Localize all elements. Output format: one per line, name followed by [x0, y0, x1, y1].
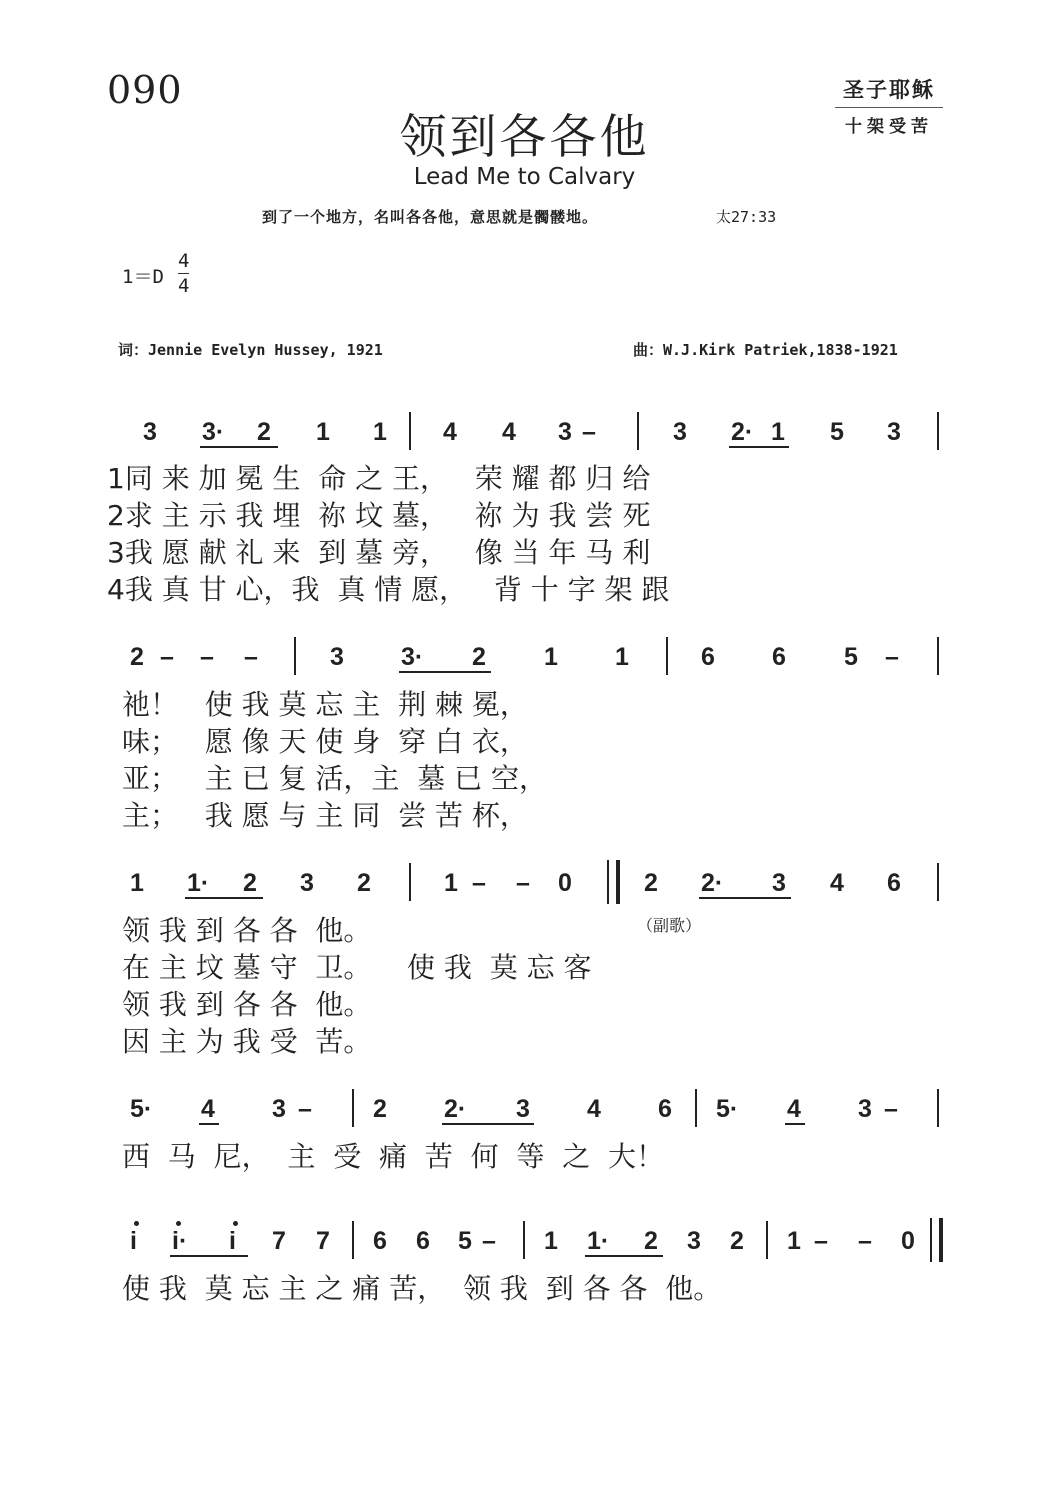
note: 2: [243, 869, 257, 897]
note: 4: [830, 869, 844, 897]
note: 2: [373, 1095, 387, 1123]
underline: [170, 1255, 248, 1257]
note: 2: [257, 418, 271, 446]
lyric-line: 领 我 到 各 各 他。: [122, 988, 372, 1021]
page-title: 领到各各他: [399, 110, 650, 165]
barline: [294, 637, 296, 675]
note: 1: [373, 418, 387, 446]
note: 5: [830, 418, 844, 446]
note: i: [130, 1227, 137, 1255]
double-barline: [607, 860, 620, 904]
note-dash: –: [582, 418, 596, 446]
note-dash: –: [884, 1095, 898, 1123]
barline: [409, 863, 411, 901]
barline: [523, 1221, 525, 1259]
barline: [937, 412, 939, 450]
note: 5: [844, 643, 858, 671]
lyric-line: 祂！ 使 我 莫 忘 主 荆 棘 冕，: [122, 688, 528, 721]
note: 6: [658, 1095, 672, 1123]
note: 3: [272, 1095, 286, 1123]
lyric-line: 领 我 到 各 各 他。: [122, 914, 372, 947]
lyric-line: 亚； 主 已 复 活，主 墓 已 空，: [122, 762, 548, 795]
note: 6: [772, 643, 786, 671]
subcategory: 十架受苦: [845, 117, 933, 137]
note: 3: [772, 869, 786, 897]
note: 1: [787, 1227, 801, 1255]
note: 7: [316, 1227, 330, 1255]
note-dash: –: [244, 643, 258, 671]
underline: [200, 446, 278, 448]
note: 3: [858, 1095, 872, 1123]
octave-dot: [176, 1221, 181, 1226]
note: 3·: [401, 643, 424, 671]
note: 3: [887, 418, 901, 446]
english-title: Lead Me to Calvary: [413, 164, 636, 190]
note: 3: [330, 643, 344, 671]
note: 2: [730, 1227, 744, 1255]
note: 3: [558, 418, 572, 446]
note: 3: [143, 418, 157, 446]
note-dash: –: [885, 643, 899, 671]
barline: [409, 412, 411, 450]
note: 3·: [202, 418, 225, 446]
note: i: [229, 1227, 236, 1255]
note: 1: [316, 418, 330, 446]
note-dash: –: [858, 1227, 872, 1255]
note: 4: [502, 418, 516, 446]
note-dash: –: [472, 869, 486, 897]
note: 5·: [716, 1095, 739, 1123]
lyric-line: 在 主 坟 墓 守 卫。 使 我 莫 忘 客: [122, 951, 592, 984]
octave-dot: [233, 1221, 238, 1226]
note: 6: [887, 869, 901, 897]
note: 4: [787, 1095, 801, 1123]
lyric-line: 使 我 莫 忘 主 之 痛 苦， 领 我 到 各 各 他。: [122, 1272, 722, 1305]
barline: [666, 637, 668, 675]
barline: [352, 1089, 354, 1127]
note: 6: [416, 1227, 430, 1255]
note: 2: [130, 643, 144, 671]
category: 圣子耶稣: [835, 74, 943, 108]
note: 1: [544, 643, 558, 671]
note: 4: [201, 1095, 215, 1123]
note: 1·: [587, 1227, 610, 1255]
hymn-number: 090: [107, 68, 183, 112]
time-denominator: 4: [178, 275, 190, 297]
note: 1: [130, 869, 144, 897]
lyric-line: 主； 我 愿 与 主 同 尝 苦 杯，: [122, 799, 528, 832]
lyric-line: 味； 愿 像 天 使 身 穿 白 衣，: [122, 725, 528, 758]
note: 2: [644, 1227, 658, 1255]
note: 5: [458, 1227, 472, 1255]
note: 2·: [444, 1095, 467, 1123]
lyric-line: 因 主 为 我 受 苦。: [122, 1025, 372, 1058]
note: 1·: [187, 869, 210, 897]
underline: [185, 897, 263, 899]
lyric-line: 3我 愿 献 礼 来 到 墓 旁， 像 当 年 马 利: [107, 536, 651, 569]
final-barline: [930, 1218, 943, 1262]
underline: [399, 671, 491, 673]
note: 4: [443, 418, 457, 446]
note: 1: [444, 869, 458, 897]
note: 5·: [130, 1095, 153, 1123]
note: 4: [587, 1095, 601, 1123]
lyric-line: 2求 主 示 我 埋 祢 坟 墓， 祢 为 我 尝 死: [107, 499, 651, 532]
octave-dot: [134, 1221, 139, 1226]
lyric-line: 4我 真 甘 心，我 真 情 愿， 背 十 字 架 跟: [107, 573, 670, 606]
note-dash: –: [482, 1227, 496, 1255]
note-dash: –: [814, 1227, 828, 1255]
note: 0: [558, 869, 572, 897]
note: 2·: [731, 418, 754, 446]
underline: [729, 446, 789, 448]
chorus-label: （副歌）: [637, 916, 702, 935]
note: 1: [544, 1227, 558, 1255]
lyric-line: 1同 来 加 冕 生 命 之 王， 荣 耀 都 归 给: [107, 462, 651, 495]
barline: [695, 1089, 697, 1127]
scripture-verse: 到了一个地方，名叫各各他，意思就是髑髅地。: [262, 208, 599, 226]
note: i·: [172, 1227, 188, 1255]
note: 1: [615, 643, 629, 671]
barline: [766, 1221, 768, 1259]
barline: [637, 412, 639, 450]
composer: 曲：W.J.Kirk Patriek,1838-1921: [633, 341, 898, 359]
lyricist: 词：Jennie Evelyn Hussey, 1921: [118, 341, 383, 359]
note: 7: [272, 1227, 286, 1255]
underline: [199, 1123, 219, 1125]
note-dash: –: [298, 1095, 312, 1123]
note: 2: [644, 869, 658, 897]
note: 2: [472, 643, 486, 671]
underline: [585, 1255, 663, 1257]
note-dash: –: [160, 643, 174, 671]
note: 2: [357, 869, 371, 897]
barline: [937, 863, 939, 901]
note: 3: [300, 869, 314, 897]
key-signature: 1＝D: [122, 266, 164, 288]
note: 2·: [701, 869, 724, 897]
time-numerator: 4: [178, 250, 190, 272]
note-dash: –: [516, 869, 530, 897]
note: 3: [687, 1227, 701, 1255]
barline: [937, 637, 939, 675]
note: 6: [373, 1227, 387, 1255]
underline: [442, 1123, 534, 1125]
time-signature: [178, 249, 189, 298]
note: 3: [516, 1095, 530, 1123]
note: 3: [673, 418, 687, 446]
scripture-reference: 太27:33: [716, 208, 777, 226]
underline: [699, 897, 791, 899]
barline: [352, 1221, 354, 1259]
note: 6: [701, 643, 715, 671]
underline: [785, 1123, 805, 1125]
barline: [937, 1089, 939, 1127]
note: 0: [901, 1227, 915, 1255]
note: 1: [771, 418, 785, 446]
lyric-line: 西 马 尼， 主 受 痛 苦 何 等 之 大！: [122, 1140, 665, 1173]
note-dash: –: [200, 643, 214, 671]
